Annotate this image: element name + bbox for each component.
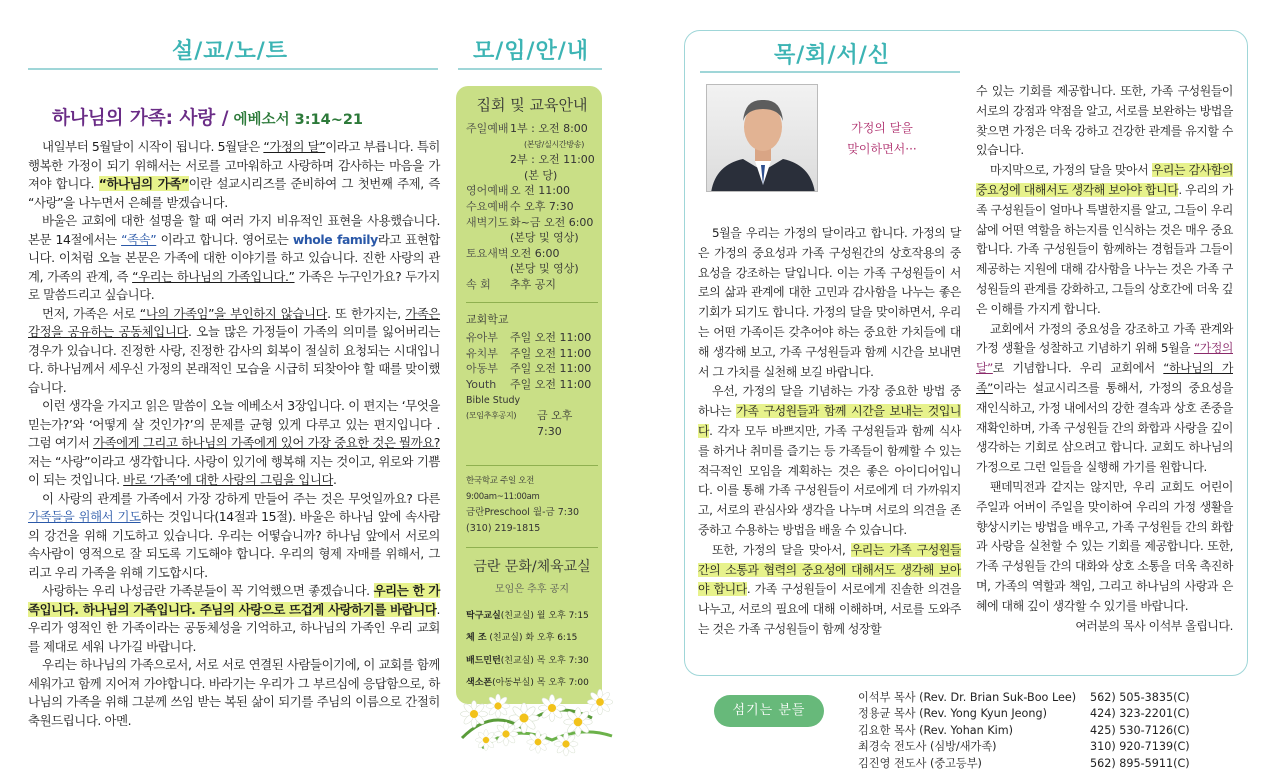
value: 주일 오전 11:00 <box>510 377 592 391</box>
service-row <box>466 152 598 168</box>
staff-phone: 424) 323-2201(C) <box>1090 707 1190 721</box>
text: 이라고 부릅니다. 특히 행복한 가정이 되기 위해서는 서로를 고마워하고 사랑하며 감사하는 마음을 가져야 합니다. <box>28 139 440 191</box>
label: (모임추후공지) <box>466 411 517 421</box>
value: 수 오후 7:30 <box>510 199 574 213</box>
staff-name: 이석부 목사 (Rev. Dr. Brian Suk-Boo Lee) <box>858 691 1077 704</box>
label: 토요새벽 <box>466 246 509 260</box>
value: 1부 : 오전 8:00 <box>510 122 588 135</box>
service-row <box>466 277 598 293</box>
letter-paragraph: 수 있는 기회를 제공합니다. 또한, 가족 구성원들이 서로의 강점과 약점을 알고, 서로를 보완하는 방법을 찾으면 가정은 더욱 강하고 건강한 관계를 유지할 수 있습니다. <box>976 84 1233 158</box>
highlight: 우리는 한 가족입니다. 하나님의 가족입니다. 주님의 사랑으로 뜨겁게 사랑하기를 바랍니다 <box>28 583 440 617</box>
sermon-paragraph <box>28 305 440 398</box>
meeting-header: 모/임/안/내 <box>472 39 590 64</box>
text: 라고 표현합니다. 이처럼 오늘 본문은 가족에 대한 이야기를 하고 있습니다. 진한 사랑의 관계, 가족의 관계, 즉 <box>28 231 440 284</box>
value: 추후 공지 <box>510 277 557 291</box>
label: 배드민턴 <box>466 655 501 666</box>
highlight: “하나님의 가족” <box>98 176 189 191</box>
text: “가정의 달” <box>976 341 1233 376</box>
text: . <box>746 582 751 597</box>
value: (본 당) <box>524 168 558 182</box>
value: 주일 오전 11:00 <box>510 331 592 345</box>
class-row <box>466 605 598 628</box>
letter-paragraph <box>698 541 961 640</box>
header-divider <box>700 71 960 73</box>
korean-school-time: 한국학교 주일 오전 9:00am~11:00am <box>466 476 540 502</box>
text: 먼저, 가족은 서로 <box>42 305 140 321</box>
korean-school <box>466 474 598 536</box>
text: 이라는 설교시리즈를 통해서, 가정의 중요성을 재인식하고, 가정 내에서의 강한 결속과 상호 존중을 재확인하며, 가족 구성원들 간의 화합과 사랑을 깊이 생각하는 기회로 삼으려고 합니다. 교회도 하나님의 가정으로 그런 일들을 실행해 가기를 원합니다. <box>976 380 1233 475</box>
school-list <box>466 312 598 440</box>
service-row <box>466 246 598 262</box>
sermon-paragraph <box>28 138 440 212</box>
letter-epigraph <box>832 118 932 160</box>
text: . <box>333 472 337 487</box>
value: (본당 및 영상) <box>510 231 579 245</box>
label: 주일예배 <box>466 122 509 135</box>
meeting-box-title: 집회 및 교육안내 <box>476 96 588 114</box>
text: whole family <box>292 231 378 247</box>
text: 우리가 영적인 한 가족이라는 공동체성을 기억하고, 하나님의 가족인 우리 교회를 제대로 세워 나가길 바랍니다. <box>28 620 440 654</box>
staff-phone: 562) 895-5911(C) <box>1090 756 1190 770</box>
text: (아동부실) <box>492 678 534 689</box>
text: 저는 “사랑”이라고 생각합니다. 사랑이 있기에 행복해 지는 것이고, 위로와 기쁨이 되는 것입니다. <box>28 453 440 487</box>
sermon-paragraph <box>28 582 440 656</box>
sermon-paragraph: 우리는 하나님의 가족으로서, 서로 서로 연결된 사람들이기에, 이 교회를 함께 세워가고 함께 지어져 가야합니다. 바라기는 우리가 그 부르심에 응답함으로, 하나님의 가족을 위해 그분께 쓰임 받는 복된 삶이 되기를 주님의 이름으로 간절히 축원드립니다. 아멘. <box>28 657 440 728</box>
label: 아동부 <box>466 362 498 376</box>
value: 오 전 11:00 <box>510 184 570 198</box>
culture-subtitle: 모임은 추후 공지 <box>495 583 569 595</box>
text: 가족은 감정을 공유하는 공동체입니다 <box>28 305 440 339</box>
preschool-time: 금란Preschool 월-금 7:30 <box>466 507 580 519</box>
value: 목 오후 7:00 <box>536 678 589 689</box>
text: 또한, 가정의 달을 맞아서, <box>712 542 851 557</box>
service-row <box>466 137 598 153</box>
staff-row <box>858 739 1238 755</box>
value: 주일 오전 11:00 <box>510 346 592 360</box>
text: . 각자 모두 바쁘지만, 가족 구성원들과 함께 식사를 하거나 취미를 즐기는 등 가족들이 함께할 수 있는 적극적인 모임을 계획하는 것은 좋은 아이디어입니다. 이를 통해 가족 구성원들이 서로에게 더 가까워지고, 서로의 관심사와 생각을 나누며 서로의 의견을 존중하고 수용하는 방법을 배울 수 있습니다. <box>698 423 961 537</box>
text: “나의 가족임”을 부인하지 않습니다 <box>139 305 328 321</box>
class-row <box>466 650 598 673</box>
service-row <box>466 183 598 199</box>
text: “가정의 달” <box>263 139 326 154</box>
text: 이란 설교시리즈를 준비하여 그 첫번째 주제, 즉 “사랑”을 나누면서 은혜를 받겠습니다. <box>28 176 440 210</box>
text: 하는 것입니다(14절과 15절). 바울은 하나님 앞에 속사람의 강건을 위해 기도하고 있습니다. 우리는 어떻습니까? 하나님 앞에서 서로의 속사람이 영적으로 잘 되도록 기도해야 합니다. 우리의 형제 자매를 위해서, 그리고 우리 가족을 위해 기도합시다. <box>28 509 441 580</box>
staff-phone: 425) 530-7126(C) <box>1090 723 1190 737</box>
divider <box>466 302 598 303</box>
text: 교회에서 가정의 중요성을 강조하고 가족 관계와 가정 생활을 성찰하고 기념하기 위해 5월을 <box>976 321 1233 356</box>
divider <box>466 547 598 548</box>
sermon-paragraph <box>28 397 440 490</box>
text: 이 사랑의 관계를 가족에서 가장 강하게 만들어 주는 것은 무엇일까요? 다른 <box>42 490 440 506</box>
bible-study-row <box>466 408 598 439</box>
highlight: 가족 구성원들과 함께 시간을 보내는 것입니다 <box>698 404 961 438</box>
letter-column-left <box>698 224 961 640</box>
service-list <box>466 121 598 293</box>
text: “족속” <box>121 231 157 247</box>
serving-staff-button[interactable]: 섬기는 분들 <box>714 695 824 727</box>
daisy-flowers-illustration <box>452 678 620 760</box>
staff-name: 최경숙 전도사 (심방/새가족) <box>858 740 997 754</box>
sermon-paragraph <box>28 490 440 583</box>
header-divider <box>458 68 602 70</box>
school-row <box>466 361 598 377</box>
text: 우리의 가족 구성원들이 얼마나 특별한지를 알고, 그들이 우리 삶에 어떤 역할을 하는지를 인식하는 것은 매우 중요합니다. 가족 구성원들이 함께하는 경험들과 그들이 제공하는 지원에 대해 감사함을 나누는 것은 가족 구성원들의 관계를 강화하고, 그들의 상호간에 더욱 깊은 이해를 가지게 합니다. <box>976 182 1233 316</box>
meeting-sidebar-content <box>466 94 598 695</box>
pastor-photo <box>706 84 818 192</box>
value: (본당/실시간방송) <box>524 139 585 149</box>
school-row <box>466 377 598 393</box>
text: 사랑하는 우리 나성금란 가족분들이 꼭 기억했으면 좋겠습니다. <box>42 583 374 598</box>
text: . <box>1178 182 1182 197</box>
staff-row <box>858 756 1238 772</box>
school-row <box>466 330 598 346</box>
service-row <box>466 215 598 231</box>
letter-paragraph <box>698 382 961 540</box>
text: 로 기념합니다. 우리 교회에서 <box>992 361 1164 376</box>
divider <box>466 465 598 466</box>
label: 속 회 <box>466 277 491 291</box>
service-row <box>466 168 598 184</box>
text: “우리는 하나님의 가족입니다.” <box>132 268 295 284</box>
letter-paragraph: 5월을 우리는 가정의 달이라고 합니다. 가정의 달은 가정의 중요성과 가족 구성원간의 상호작용의 중요성을 강조하는 달입니다. 이는 가족 구성원들이 서로의 삶과 관계에 대한 고민과 감사함을 나누는 좋은 기회가 되기도 합니다. 가정의 달을 맞이하면서, 우리는 어떤 가족이든 갖추어야 하는 중요한 가치들에 대해 생각해 보고, 가족 구성원들과 함께 시간을 보내면서 그 가치를 실천해 보길 바랍니다. <box>698 226 961 379</box>
label: 체 조 <box>466 633 487 644</box>
value: 금 오후 7:30 <box>537 409 573 438</box>
text: . <box>436 601 440 617</box>
text: 우선, 가정의 달을 기념하는 가장 중요한 방법 중 하나는 <box>698 384 961 419</box>
class-row <box>466 627 598 650</box>
value: 주일 오전 11:00 <box>510 362 592 376</box>
staff-row <box>858 690 1238 706</box>
staff-phone: 310) 920-7139(C) <box>1090 740 1190 754</box>
school-label: 교회학교 <box>466 312 509 326</box>
text: 이라고 합니다. 영어로는 <box>156 231 293 247</box>
sermon-title-text: 하나님의 가족: 사랑 / <box>52 108 229 129</box>
text: 마지막으로, 가정의 달을 맞아서 <box>990 163 1152 178</box>
value: 화 오후 6:15 <box>525 633 578 644</box>
staff-name: 김요한 목사 (Rev. Yohan Kim) <box>858 723 1014 737</box>
value: 2부 : 오전 11:00 <box>510 153 595 167</box>
sermon-body <box>28 138 440 730</box>
epigraph-line: 가정의 달을 <box>851 121 913 135</box>
bible-study-label: Bible Study <box>466 394 521 406</box>
staff-row <box>858 723 1238 739</box>
label: 탁구교실 <box>466 610 501 621</box>
text: 내일부터 5월달이 시작이 됩니다. 5월달은 <box>42 139 264 154</box>
text: (친교실) <box>500 610 534 621</box>
value: (본당 및 영상) <box>510 262 579 276</box>
label: 유아부 <box>466 331 498 345</box>
text: 가족들을 위해서 기도 <box>28 509 141 524</box>
value: 월 오후 7:15 <box>536 610 589 621</box>
highlight: 우리는 가족 구성원들 간의 소통과 협력의 중요성에 대해서도 생각해 보아야 합니다 <box>698 542 961 597</box>
header-divider <box>28 68 438 70</box>
value: 화~금 오전 6:00 <box>510 215 594 229</box>
text: 가족에게 그리고 하나님의 가족에게 있어 가장 중요한 것은 뭘까요? <box>92 435 440 450</box>
text: 이런 생각을 가지고 읽은 말씀이 오늘 에베소서 3장입니다. 이 편지는 ‘무엇을 믿는가?’와 ‘어떻게 살 것인가?’의 문제를 균형 있게 다루고 있는 편지입니다 . 그럼 여기서 <box>28 398 440 450</box>
school-row <box>466 346 598 362</box>
label: Youth <box>466 377 497 391</box>
staff-row <box>858 706 1238 722</box>
service-row <box>466 230 598 246</box>
sermon-scripture-ref: 에베소서 3:14~21 <box>233 112 364 128</box>
letter-column-right <box>976 82 1233 636</box>
text: 바로 ‘가족’에 대한 사랑의 그림을 입니다 <box>123 472 334 487</box>
sermon-paragraph <box>28 212 440 305</box>
highlight: 우리는 감사함의 중요성에 대해서도 생각해 보아야 합니다 <box>976 163 1233 197</box>
value: 목 오후 7:30 <box>536 655 589 666</box>
text: (친교실) <box>500 655 534 666</box>
phone: (310) 219-1815 <box>466 523 541 535</box>
text: (친교실) <box>489 633 523 644</box>
staff-phone: 562) 505-3835(C) <box>1090 691 1190 704</box>
label: 새벽기도 <box>466 215 509 229</box>
text: 바울은 교회에 대한 설명을 할 때 여러 가지 비유적인 표현을 사용했습니다. 본문 14절에서는 <box>28 213 440 247</box>
staff-name: 김진영 전도사 (중고등부) <box>858 756 982 770</box>
pastoral-letter-header: 목/회/서/신 <box>773 43 891 68</box>
text: . 오늘 많은 가정들이 가족의 의미를 잃어버리는 경우가 있습니다. 진정한 사랑, 진정한 감사의 회복이 절실히 요청되는 시대입니다. 하나님께서 세우신 가정의 본래적인 모습을 시급히 되찾아야 할 때를 맞이했습니다. <box>28 324 440 395</box>
letter-paragraph <box>976 320 1233 478</box>
staff-name: 정용균 목사 (Rev. Yong Kyun Jeong) <box>858 707 1047 721</box>
sermon-title <box>52 104 442 130</box>
sermon-notes-header: 설/교/노/트 <box>171 39 289 64</box>
text: 가족 구성원들이 서로에게 진솔한 의견을 나누고, 서로의 필요에 대해 이해하며, 서로를 도와주는 것은 가족 구성원들이 함께 성장할 <box>698 582 961 636</box>
text: “하나님의 가족” <box>976 361 1233 395</box>
text: 가족은 누구인가요? 두가지로 말씀드리고 싶습니다. <box>28 268 440 302</box>
service-row <box>466 121 598 137</box>
culture-title: 금란 문화/체육교실 <box>473 558 591 575</box>
letter-paragraph: 팬데믹전과 같지는 않지만, 우리 교회도 어린이 주일과 어버이 주일을 맞이하여 우리의 가정 생활을 향상시키는 방법을 배우고, 가족 구성원들 간의 화합과 사랑을 실천할 수 있는 기회를 제공합니다. 또한, 가족 구성원들 간의 대화와 상호 소통을 더욱 촉진하며, 가족의 역할과 책임, 그리고 하나님의 사랑과 은혜에 대해 깊이 생각할 수 있기를 바랍니다. <box>976 479 1233 613</box>
service-row <box>466 261 598 277</box>
label: 영어예배 <box>466 184 509 198</box>
pastor-portrait-icon <box>707 85 818 192</box>
letter-signature: 여러분의 목사 이석부 올립니다. <box>1075 618 1233 633</box>
label: 색소폰 <box>466 678 493 689</box>
service-row <box>466 199 598 215</box>
staff-directory <box>858 690 1238 772</box>
label: 수요예배 <box>466 199 509 213</box>
value: 오전 6:00 <box>510 246 560 260</box>
text: . 또 한가지는, <box>327 305 406 321</box>
label: 유치부 <box>466 346 498 360</box>
letter-paragraph <box>976 161 1233 319</box>
epigraph-line: 맞이하면서··· <box>847 142 917 156</box>
